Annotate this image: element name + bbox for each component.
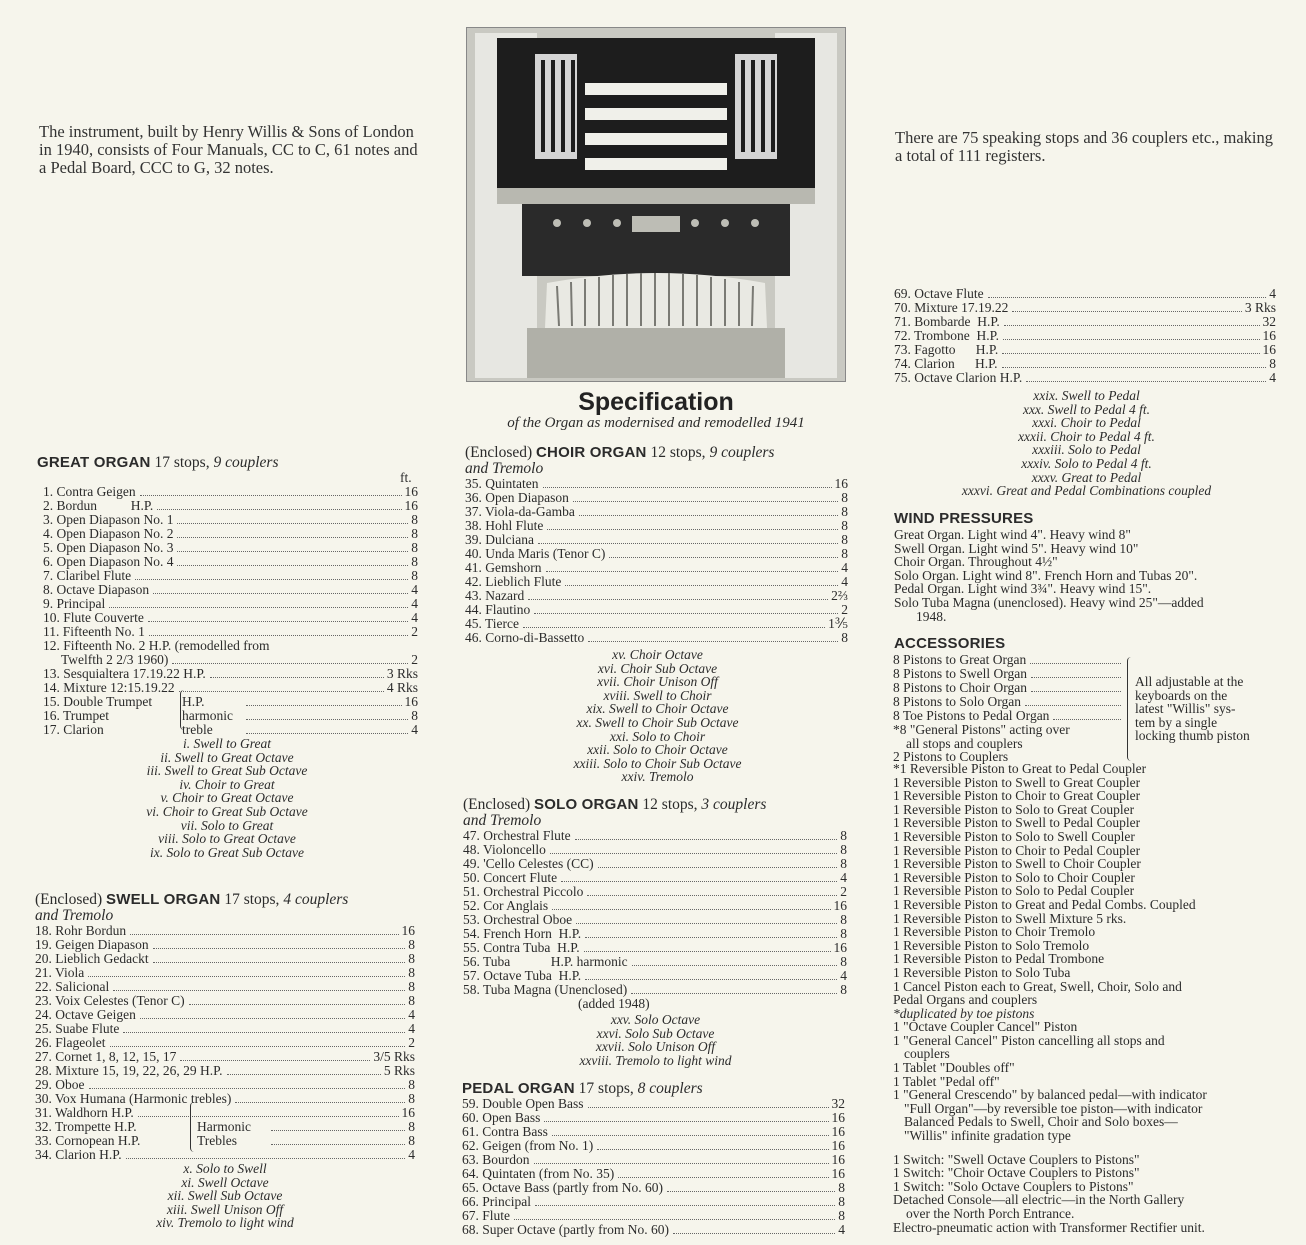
- coupler-line: xxxvi. Great and Pedal Combinations coupled: [961, 483, 1212, 499]
- stop-row: 59. Double Open Bass 32: [462, 1096, 845, 1111]
- accessory-line: 1 Reversible Piston to Swell to Pedal Coupler: [893, 815, 1141, 831]
- solo-couplers: [463, 1013, 848, 1067]
- stop-row: 49. 'Cello Celestes (CC) 8: [463, 856, 847, 871]
- coupler-line: iii. Swell to Great Sub Octave: [146, 763, 308, 779]
- accessories-brace-note: All adjustable at the keyboards on the latest "Willis" sys- tem by a single locking thumb piston: [1135, 674, 1250, 744]
- duplicated-note: *duplicated by toe pistons: [893, 1005, 1035, 1021]
- specification-title: Specification: [578, 388, 734, 416]
- choir-organ-title: CHOIR ORGAN: [536, 444, 647, 461]
- stop-row: 58. Tuba Magna (Unenclosed) 8: [463, 982, 847, 997]
- brace-label: treble: [182, 721, 213, 737]
- accessory-line: Balanced Pedals to Swell, Choir and Solo boxes—: [904, 1114, 1178, 1130]
- stop-row: 4. Open Diapason No. 2 8: [43, 526, 418, 541]
- stop-row: 68. Super Octave (partly from No. 60) 4: [462, 1222, 845, 1237]
- great-organ-couplers-count: 9 couplers: [213, 454, 279, 471]
- accessory-line: over the North Porch Entrance.: [906, 1206, 1075, 1221]
- coupler-line: x. Solo to Swell: [183, 1161, 267, 1176]
- intro-right-paragraph: There are 75 speaking stops and 36 couplers etc., making a total of 111 registers.: [895, 128, 1274, 165]
- piston-line: *8 "General Pistons" acting over: [893, 722, 1070, 737]
- accessory-line: 1 "General Crescendo" by balanced pedal—with indicator: [893, 1087, 1207, 1103]
- brace-label: H.P.: [182, 693, 205, 709]
- stop-row: 66. Principal 8: [462, 1194, 845, 1209]
- stop-row: 26. Flageolet 2: [35, 1035, 415, 1050]
- accessory-line: 1 Cancel Piston each to Great, Swell, Choir, Solo and: [893, 978, 1182, 994]
- solo-organ-heading: (Enclosed) SOLO ORGAN 12 stops, 3 couplers and Tremolo: [463, 796, 767, 829]
- stop-row: 32. Trompette H.P. Harmonic 8: [35, 1119, 415, 1134]
- pedal-stop-list: [462, 1097, 845, 1237]
- wind-line: Great Organ. Light wind 4". Heavy wind 8": [894, 527, 1131, 542]
- stop-row: 43. Nazard 2⅔: [465, 588, 848, 603]
- stop-row: 40. Unda Maris (Tenor C) 8: [465, 546, 848, 561]
- accessory-line: 1 Reversible Piston to Pedal Trombone: [893, 951, 1105, 967]
- stop-row: 36. Open Diapason 8: [465, 490, 848, 505]
- coupler-line: ix. Solo to Great Sub Octave: [150, 844, 304, 860]
- solo-added-note: (added 1948): [578, 996, 650, 1011]
- accessory-line: 1 Switch: "Swell Octave Couplers to Pistons": [893, 1151, 1140, 1167]
- coupler-line: xxvii. Solo Unison Off: [595, 1039, 716, 1055]
- specification-subtitle: of the Organ as modernised and remodelled 1941: [507, 415, 805, 431]
- stop-row: 53. Orchestral Oboe 8: [463, 912, 847, 927]
- stop-row: 11. Fifteenth No. 1 2: [43, 624, 418, 639]
- stop-row: 15. Double Trumpet H.P. 16: [43, 693, 418, 709]
- accessory-line: Electro-pneumatic action with Transformer Rectifier unit.: [893, 1219, 1205, 1235]
- stop-row: 25. Suabe Flute 4: [35, 1021, 415, 1036]
- coupler-line: xiii. Swell Unison Off: [166, 1201, 284, 1217]
- brace-label: Harmonic: [197, 1119, 251, 1134]
- pedal-stop-list-continued: [894, 287, 1276, 385]
- accessory-line: "Willis" infinite gradation type: [904, 1128, 1071, 1144]
- choir-couplers: [465, 648, 850, 784]
- swell-stop-list: [35, 924, 415, 1162]
- accessory-line: 1 Reversible Piston to Great and Pedal Combs. Coupled: [893, 896, 1196, 912]
- coupler-line: xvii. Choir Unison Off: [597, 674, 718, 690]
- piston-line: 8 Toe Pistons to Pedal Organ: [893, 709, 1123, 723]
- stop-row: 8. Octave Diapason 4: [43, 582, 418, 597]
- stop-row: 71. Bombarde H.P. 32: [894, 314, 1276, 329]
- accessory-line: 1 Switch: "Solo Octave Couplers to Pistons": [893, 1178, 1134, 1194]
- coupler-line: viii. Solo to Great Octave: [158, 831, 296, 847]
- piston-line: 2 Pistons to Couplers: [893, 749, 1009, 765]
- stop-row: 9. Principal 4: [43, 596, 418, 611]
- wind-line: Solo Tuba Magna (unenclosed). Heavy wind 25"—added: [894, 594, 1204, 610]
- stop-row: 64. Quintaten (from No. 35) 16: [462, 1166, 845, 1181]
- solo-organ-title: SOLO ORGAN: [534, 796, 639, 813]
- accessory-line: 1 Reversible Piston to Solo Tuba: [893, 964, 1071, 980]
- stop-row: 44. Flautino 2: [465, 602, 848, 617]
- stop-row: 52. Cor Anglais 16: [463, 898, 847, 913]
- coupler-line: xxii. Solo to Choir Octave: [587, 742, 728, 758]
- accessory-line: 1 Tablet "Doubles off": [893, 1060, 1015, 1076]
- wind-line: Swell Organ. Light wind 5". Heavy wind 10": [894, 540, 1139, 556]
- stop-row: 62. Geigen (from No. 1) 16: [462, 1138, 845, 1153]
- accessory-line: 1 Switch: "Choir Octave Couplers to Pistons": [893, 1165, 1140, 1181]
- coupler-line: xxix. Swell to Pedal: [1033, 388, 1140, 403]
- coupler-line: xxv. Solo Octave: [610, 1012, 701, 1027]
- stop-row: 38. Hohl Flute 8: [465, 518, 848, 533]
- stop-row: 75. Octave Clarion H.P. 4: [894, 370, 1276, 385]
- swell-reed-brace: [190, 1102, 196, 1152]
- coupler-line: ii. Swell to Great Octave: [160, 749, 294, 765]
- stop-row: 13. Sesquialtera 17.19.22 H.P. 3 Rks: [43, 665, 418, 681]
- pedal-couplers: [894, 389, 1279, 498]
- stop-row: 22. Salicional 8: [35, 979, 415, 994]
- coupler-line: xxxv. Great to Pedal: [1031, 469, 1142, 485]
- stop-row: 21. Viola 8: [35, 965, 415, 980]
- piston-line: all stops and couplers: [906, 735, 1023, 751]
- accessory-line: 1 Reversible Piston to Choir Tremolo: [893, 924, 1096, 940]
- stop-row: 16. Trumpet harmonic 8: [43, 707, 418, 723]
- stop-row: 5. Open Diapason No. 3 8: [43, 540, 418, 555]
- stop-row: 28. Mixture 15, 19, 22, 26, 29 H.P. 5 Rks: [35, 1063, 415, 1078]
- stop-row: 72. Trombone H.P. 16: [894, 328, 1276, 343]
- stop-row: 17. Clarion treble 4: [43, 721, 418, 737]
- swell-organ-heading: (Enclosed) SWELL ORGAN 17 stops, 4 couplers and Tremolo: [35, 891, 349, 924]
- coupler-line: iv. Choir to Great: [179, 776, 275, 792]
- stop-row: 56. Tuba H.P. harmonic 8: [463, 954, 847, 969]
- stop-row: 19. Geigen Diapason 8: [35, 937, 415, 952]
- stop-row: 33. Cornopean H.P. Trebles 8: [35, 1133, 415, 1148]
- stop-row: 10. Flute Couverte 4: [43, 610, 418, 625]
- accessories-list: [893, 762, 1283, 1234]
- stop-row: 63. Bourdon 16: [462, 1152, 845, 1167]
- stop-row: 3. Open Diapason No. 1 8: [43, 512, 418, 527]
- wind-line: Solo Organ. Light wind 8". French Horn and Tubas 20".: [894, 567, 1198, 583]
- coupler-line: xxiii. Solo to Choir Sub Octave: [573, 755, 742, 771]
- accessory-line: *1 Reversible Piston to Great to Pedal Coupler: [893, 761, 1147, 776]
- stop-row: 57. Octave Tuba H.P. 4: [463, 968, 847, 983]
- stop-row: 12. Fifteenth No. 2 H.P. (remodelled from: [43, 638, 270, 653]
- stop-row: 42. Lieblich Flute 4: [465, 574, 848, 589]
- stop-row: 55. Contra Tuba H.P. 16: [463, 940, 847, 955]
- coupler-line: xi. Swell Octave: [181, 1174, 269, 1190]
- accessory-line: 1 Reversible Piston to Solo to Swell Coupler: [893, 828, 1135, 844]
- coupler-line: xvi. Choir Sub Octave: [597, 660, 718, 676]
- accessory-line: 1 Reversible Piston to Choir to Pedal Coupler: [893, 842, 1141, 858]
- stop-row: 60. Open Bass 16: [462, 1110, 845, 1125]
- wind-line: Choir Organ. Throughout 4½": [894, 554, 1058, 570]
- piston-line: 8 Pistons to Great Organ: [893, 653, 1123, 667]
- coupler-line: xxx. Swell to Pedal 4 ft.: [1022, 401, 1151, 417]
- accessory-line: 1 Reversible Piston to Swell Mixture 5 rks.: [893, 910, 1127, 926]
- accessory-line: 1 Reversible Piston to Choir to Great Coupler: [893, 788, 1141, 804]
- stop-row: 65. Octave Bass (partly from No. 60) 8: [462, 1180, 845, 1195]
- accessories-brace: [1127, 657, 1133, 761]
- accessory-line: 1 Tablet "Pedal off": [893, 1073, 1000, 1089]
- great-unit-label: ft.: [400, 470, 412, 485]
- accessory-line: "Full Organ"—by reversible toe piston—with indicator: [904, 1100, 1203, 1116]
- coupler-line: xii. Swell Sub Octave: [167, 1188, 283, 1204]
- stop-row: 73. Fagotto H.P. 16: [894, 342, 1276, 357]
- great-stop-list: [43, 485, 418, 737]
- great-couplers: [37, 737, 417, 859]
- stop-row: 45. Tierce 1⅗: [465, 616, 848, 631]
- great-reed-brace: [180, 690, 186, 730]
- coupler-line: vii. Solo to Great: [180, 817, 274, 833]
- pedal-organ-title: PEDAL ORGAN: [462, 1080, 575, 1097]
- coupler-line: xxvi. Solo Sub Octave: [596, 1025, 715, 1041]
- stop-row: 35. Quintaten 16: [465, 476, 848, 491]
- solo-stop-list: [463, 829, 847, 1011]
- stop-row: 20. Lieblich Gedackt 8: [35, 951, 415, 966]
- stop-row: 48. Violoncello 8: [463, 842, 847, 857]
- choir-stop-list: [465, 477, 848, 645]
- accessory-line: 1 Reversible Piston to Swell to Great Coupler: [893, 774, 1141, 790]
- accessory-line: 1 "Octave Coupler Cancel" Piston: [893, 1019, 1078, 1035]
- stop-row: 24. Octave Geigen 4: [35, 1007, 415, 1022]
- stop-row: 30. Vox Humana (Harmonic trebles) 8: [35, 1091, 415, 1106]
- choir-organ-heading: (Enclosed) CHOIR ORGAN 12 stops, 9 couplers and Tremolo: [465, 444, 775, 477]
- coupler-line: vi. Choir to Great Sub Octave: [146, 803, 308, 819]
- stop-row: 6. Open Diapason No. 4 8: [43, 554, 418, 569]
- stop-row: 50. Concert Flute 4: [463, 870, 847, 885]
- piston-line: 8 Pistons to Solo Organ: [893, 695, 1123, 709]
- brace-label: harmonic: [182, 707, 233, 723]
- accessory-line: 1 "General Cancel" Piston cancelling all stops and: [893, 1032, 1165, 1048]
- coupler-line: xxxiii. Solo to Pedal: [1032, 442, 1141, 458]
- stop-row: 7. Claribel Flute 8: [43, 568, 418, 583]
- accessory-line: 1 Reversible Piston to Solo to Choir Coupler: [893, 869, 1135, 885]
- piston-line: 8 Pistons to Swell Organ: [893, 667, 1123, 681]
- coupler-line: i. Swell to Great: [183, 736, 271, 751]
- stop-row: 23. Voix Celestes (Tenor C) 8: [35, 993, 415, 1008]
- accessories-piston-list: [893, 653, 1123, 764]
- coupler-line: xxi. Solo to Choir: [609, 728, 706, 744]
- stop-row: 31. Waldhorn H.P. 16: [35, 1105, 415, 1120]
- stop-row: 18. Rohr Bordun 16: [35, 923, 415, 938]
- coupler-line: xx. Swell to Choir Sub Octave: [576, 714, 739, 730]
- accessory-line: 1 Reversible Piston to Solo to Pedal Coupler: [893, 883, 1135, 899]
- accessory-line: Pedal Organs and couplers: [893, 992, 1038, 1008]
- coupler-line: xxxi. Choir to Pedal: [1032, 415, 1141, 431]
- pedal-organ-heading: PEDAL ORGAN 17 stops, 8 couplers: [462, 1080, 703, 1097]
- wind-pressures-list: [894, 528, 1284, 623]
- wind-line: 1948.: [916, 608, 947, 624]
- coupler-line: xxviii. Tremolo to light wind: [579, 1052, 732, 1068]
- coupler-line: xxxiv. Solo to Pedal 4 ft.: [1021, 455, 1152, 471]
- coupler-line: xviii. Swell to Choir: [603, 687, 712, 703]
- stop-row: 34. Clarion H.P. 4: [35, 1147, 415, 1162]
- stop-row: Twelfth 2 2/3 1960) 2: [61, 651, 418, 667]
- swell-couplers: [35, 1162, 415, 1230]
- wind-pressures-heading: WIND PRESSURES: [894, 510, 1034, 527]
- stop-row: 69. Octave Flute 4: [894, 286, 1276, 301]
- stop-row: 14. Mixture 12:15.19.22 4 Rks: [43, 679, 418, 695]
- piston-line: 8 Pistons to Choir Organ: [893, 681, 1123, 695]
- coupler-line: xxxii. Choir to Pedal 4 ft.: [1018, 428, 1155, 444]
- stop-row: 41. Gemshorn 4: [465, 560, 848, 575]
- accessories-heading: ACCESSORIES: [894, 635, 1006, 652]
- coupler-line: xix. Swell to Choir Octave: [586, 701, 729, 717]
- stop-row: 67. Flute 8: [462, 1208, 845, 1223]
- stop-row: 29. Oboe 8: [35, 1077, 415, 1092]
- organ-console-illustration: [467, 28, 845, 381]
- swell-organ-title: SWELL ORGAN: [106, 891, 221, 908]
- intro-left-paragraph: The instrument, built by Henry Willis & Sons of London in 1940, consists of Four Manuals, CC to C, 61 notes and a Pedal Board, CCC to G, 32 notes.: [39, 122, 418, 177]
- stop-row: 37. Viola-da-Gamba 8: [465, 504, 848, 519]
- stop-row: 1. Contra Geigen 16: [43, 484, 418, 499]
- brace-label: Trebles: [197, 1133, 238, 1148]
- stop-row: 46. Corno-di-Bassetto 8: [465, 630, 848, 645]
- stop-row: 61. Contra Bass 16: [462, 1124, 845, 1139]
- stop-row: 39. Dulciana 8: [465, 532, 848, 547]
- stop-row: 51. Orchestral Piccolo 2: [463, 884, 847, 899]
- coupler-line: v. Choir to Great Octave: [160, 790, 294, 806]
- stop-row: 70. Mixture 17.19.22 3 Rks: [894, 300, 1276, 315]
- coupler-line: xiv. Tremolo to light wind: [156, 1215, 294, 1231]
- stop-row: 27. Cornet 1, 8, 12, 15, 17 3/5 Rks: [35, 1049, 415, 1064]
- great-organ-title: GREAT ORGAN: [37, 454, 151, 471]
- coupler-line: xxiv. Tremolo: [621, 769, 694, 785]
- organ-console-photo: [466, 27, 846, 382]
- accessory-line: couplers: [904, 1046, 950, 1062]
- stop-row: 47. Orchestral Flute 8: [463, 828, 847, 843]
- great-organ-stops-count: 17 stops,: [154, 454, 210, 471]
- accessory-line: Detached Console—all electric—in the North Gallery: [893, 1192, 1185, 1208]
- great-organ-heading: [37, 455, 417, 471]
- accessory-line: 1 Reversible Piston to Solo Tremolo: [893, 937, 1090, 953]
- stop-row: 54. French Horn H.P. 8: [463, 926, 847, 941]
- wind-line: Pedal Organ. Light wind 3¾". Heavy wind 15".: [894, 581, 1152, 597]
- accessory-line: 1 Reversible Piston to Solo to Great Coupler: [893, 801, 1135, 817]
- stop-row: 2. Bordun H.P. 16: [43, 498, 418, 513]
- accessory-line: 1 Reversible Piston to Swell to Choir Coupler: [893, 856, 1141, 872]
- coupler-line: xv. Choir Octave: [612, 647, 703, 662]
- stop-row: 74. Clarion H.P. 8: [894, 356, 1276, 371]
